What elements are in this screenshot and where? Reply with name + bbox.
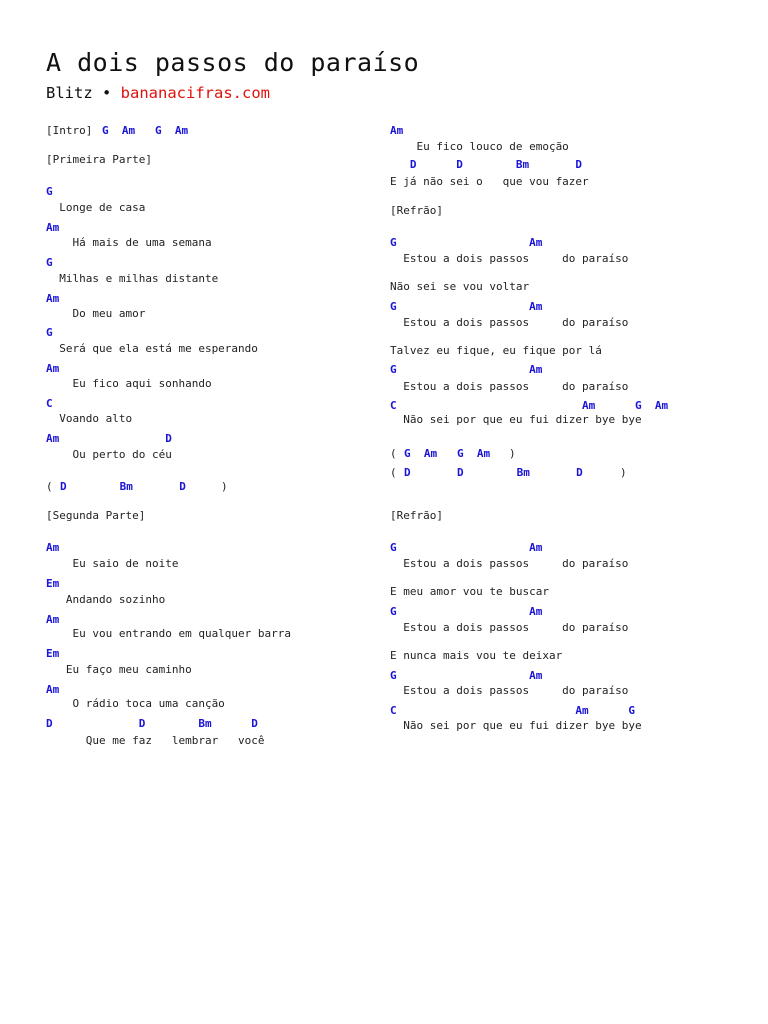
lyric-line: Há mais de uma semana [46, 236, 212, 249]
site-link[interactable]: bananacifras.com [120, 84, 270, 102]
artist-name[interactable]: Blitz [46, 84, 93, 102]
chord-line[interactable]: G Am [390, 541, 543, 554]
subtitle [46, 84, 270, 102]
lyric-line: ) [221, 480, 228, 493]
lyric-line: Estou a dois passos do paraíso [390, 380, 629, 393]
lyric-line: Não sei por que eu fui dizer bye bye [390, 413, 642, 426]
chord-line[interactable]: D D Bm D [390, 158, 583, 171]
chord-line[interactable]: G Am [390, 605, 543, 618]
lyric-line: Milhas e milhas distante [46, 272, 219, 285]
lyric-line: Talvez eu fique, eu fique por lá [390, 344, 602, 357]
lyric-line: Eu vou entrando em qualquer barra [46, 627, 292, 640]
lyric-line: Estou a dois passos do paraíso [390, 621, 629, 634]
lyric-line: Ou perto do céu [46, 448, 172, 461]
chord-line[interactable]: G Am [390, 669, 543, 682]
chord-line[interactable]: G [46, 326, 53, 339]
chord-line[interactable]: Em [46, 577, 60, 590]
chord-line[interactable]: Am [390, 124, 404, 137]
chord-line[interactable]: Em [46, 647, 60, 660]
chord-line[interactable]: G [46, 256, 53, 269]
subtitle-separator: • [92, 84, 121, 102]
chord-line[interactable]: C Am G Am [390, 399, 669, 412]
lyric-line: [Segunda Parte] [46, 509, 146, 522]
chord-line[interactable]: C Am G [390, 704, 636, 717]
lyric-line: ( [46, 480, 60, 493]
chord-line[interactable]: G Am [390, 236, 543, 249]
chord-line[interactable]: G Am [390, 363, 543, 376]
lyric-line: [Refrão] [390, 509, 443, 522]
chord-line[interactable]: G [46, 185, 53, 198]
lyric-line: O rádio toca uma canção [46, 697, 225, 710]
chord-line[interactable]: Am [46, 221, 60, 234]
lyric-line: ) [509, 447, 516, 460]
lyric-line: Estou a dois passos do paraíso [390, 252, 629, 265]
lyric-line: Voando alto [46, 412, 133, 425]
chord-line[interactable]: G Am G Am [102, 124, 189, 137]
lyric-line: Será que ela está me esperando [46, 342, 258, 355]
lyric-line: [Refrão] [390, 204, 443, 217]
chord-line[interactable]: Am [46, 362, 60, 375]
lyric-line: Eu faço meu caminho [46, 663, 192, 676]
lyric-line: Estou a dois passos do paraíso [390, 557, 629, 570]
lyric-line: Eu fico louco de emoção [390, 140, 569, 153]
chord-line[interactable]: D D Bm D [404, 466, 583, 479]
lyric-line: Não sei se vou voltar [390, 280, 530, 293]
lyric-line: ( [390, 447, 404, 460]
lyric-line: Longe de casa [46, 201, 146, 214]
lyric-line: Do meu amor [46, 307, 146, 320]
chord-line[interactable]: Am [46, 541, 60, 554]
chord-line[interactable]: Am [46, 292, 60, 305]
chord-line[interactable]: G Am [390, 300, 543, 313]
chord-line[interactable]: Am [46, 683, 60, 696]
lyric-line: Eu fico aqui sonhando [46, 377, 212, 390]
lyric-line: Estou a dois passos do paraíso [390, 316, 629, 329]
chord-line[interactable]: C [46, 397, 53, 410]
lyric-line: Estou a dois passos do paraíso [390, 684, 629, 697]
chord-line[interactable]: D D Bm D [46, 717, 258, 730]
lyric-line: Não sei por que eu fui dizer bye bye [390, 719, 642, 732]
chord-line[interactable]: G Am G Am [404, 447, 491, 460]
lyric-line: [Intro] [46, 124, 93, 137]
lyric-line: E nunca mais vou te deixar [390, 649, 563, 662]
lyric-line: E já não sei o que vou fazer [390, 175, 589, 188]
lyric-line: Que me faz lembrar você [46, 734, 265, 747]
lyric-line: [Primeira Parte] [46, 153, 152, 166]
chord-line[interactable]: D Bm D [60, 480, 186, 493]
lyric-line: Andando sozinho [46, 593, 166, 606]
lyric-line: E meu amor vou te buscar [390, 585, 549, 598]
song-title: A dois passos do paraíso [46, 48, 420, 77]
lyric-line: Eu saio de noite [46, 557, 179, 570]
lyric-line: ( [390, 466, 404, 479]
chord-line[interactable]: Am D [46, 432, 172, 445]
chord-line[interactable]: Am [46, 613, 60, 626]
lyric-line: ) [620, 466, 627, 479]
